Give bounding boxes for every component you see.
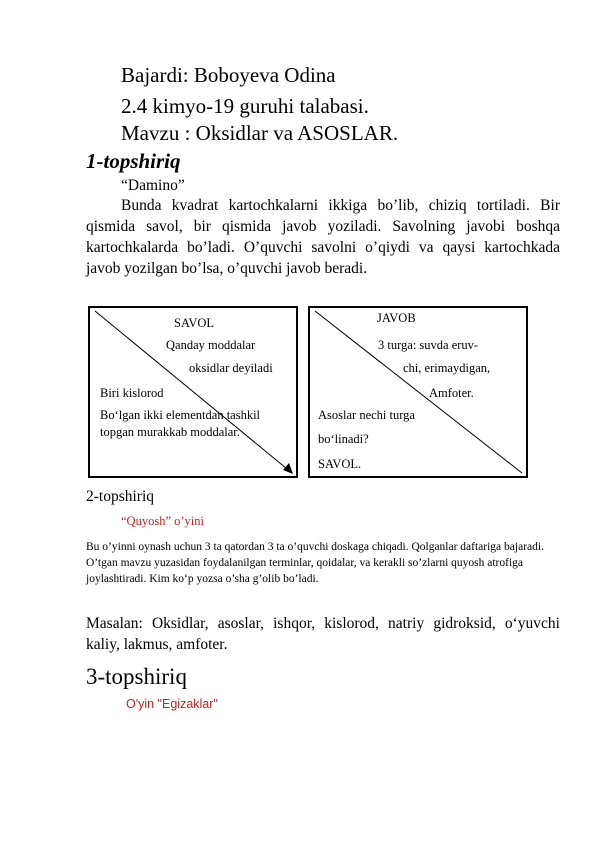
card-left-arrowhead	[283, 463, 293, 474]
card-right-heading: JAVOB	[377, 311, 416, 325]
task2-title: 2-topshiriq	[86, 488, 155, 505]
task1-game-name: “Damino”	[121, 177, 185, 194]
task2-description: Bu o’yinni oynash uchun 3 ta qatordan 3 ta o’quvchi doskaga chiqadi. Qolganlar daftariga bajaradi. O’tgan mavzu yuzasidan foydalanilgan terminlar, qoidalar, va kerakli so’zlarni quyosh atrofiga joylashtiradi. Kim ko‘p yozsa o’sha g’olib bo’ladi.	[86, 541, 544, 585]
card-right-answer-1: 3 turga: suvda eruv-	[378, 338, 479, 352]
card-right-diagonal-line	[315, 311, 522, 473]
task2-example: Masalan: Oksidlar, asoslar, ishqor, kislorod, natriy gidroksid, o‘yuvchi kaliy, lakmus, amfoter.	[86, 615, 560, 653]
domino-card-right	[308, 306, 528, 478]
task2-game-name: “Quyosh” o’yini	[121, 514, 204, 528]
domino-card-left	[88, 306, 298, 478]
card-right-question-1: Asoslar nechi turga	[318, 408, 415, 422]
task1-description: Bunda kvadrat kartochkalarni ikkiga bo’lib, chiziq tortiladi. Bir qismida savol, bir qismida javob yoziladi. Savolning javobi boshqa kartochkalarda bo’ladi. O’quvchi savolni o’qiydi va qaysi kartochkada javob yozilgan bo’lsa, o’quvchi javob beradi.	[86, 197, 560, 277]
card-left-question-1: Qanday moddalar	[166, 338, 256, 352]
author-line: Bajardi: Boboyeva Odina	[121, 63, 336, 87]
task3-game-name: O'yin "Egizaklar"	[126, 697, 218, 711]
card-right-answer-2: chi, erimaydigan,	[403, 361, 491, 375]
card-left-answer-3: topgan murakkab moddalar.	[100, 425, 240, 439]
card-right-answer-3: Amfoter.	[429, 386, 474, 400]
card-left-answer-1: Biri kislorod	[100, 386, 164, 400]
card-left-heading: SAVOL	[174, 316, 215, 330]
task3-title: 3-topshiriq	[86, 664, 187, 689]
task1-title: 1-topshiriq	[86, 149, 181, 173]
card-right-question-2: bo‘linadi?	[318, 432, 369, 446]
card-left-question-2: oksidlar deyiladi	[189, 361, 273, 375]
group-line: 2.4 kimyo-19 guruhi talabasi.	[121, 94, 369, 118]
card-right-diagonal	[310, 308, 525, 475]
card-left-answer-2: Bo‘lgan ikki elementdan tashkil	[100, 408, 261, 422]
card-right-question-3: SAVOL.	[318, 457, 362, 471]
topic-line: Mavzu : Oksidlar va ASOSLAR.	[121, 121, 399, 145]
